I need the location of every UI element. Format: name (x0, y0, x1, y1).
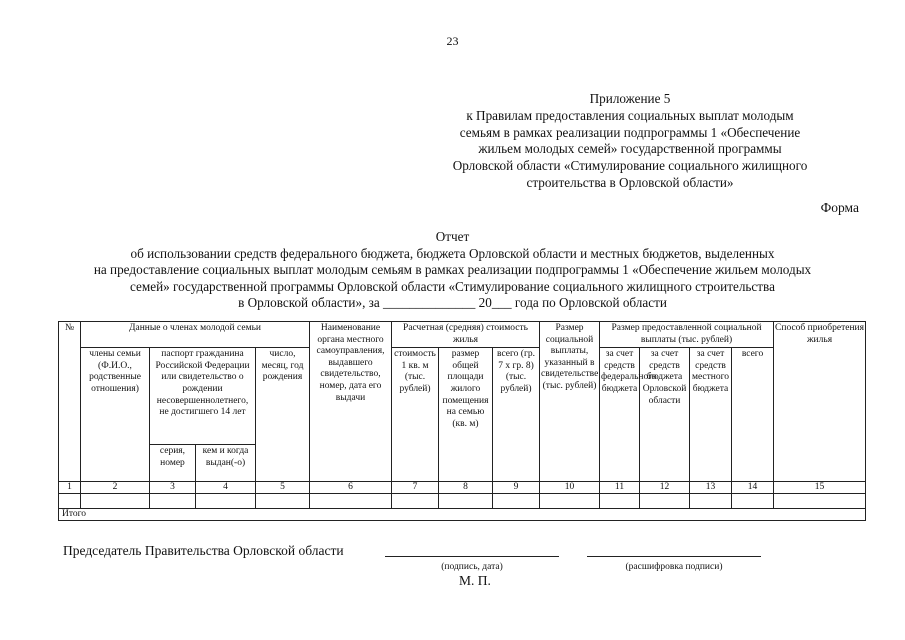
col-num-header: № (59, 322, 81, 482)
empty-cell (81, 494, 150, 509)
empty-cell (59, 494, 81, 509)
report-title-line: Отчет (435, 229, 470, 244)
col-birth-header: число, месяц, год рождения (256, 348, 310, 482)
col-series-header: серия, номер (150, 445, 196, 482)
column-number: 8 (439, 482, 493, 494)
empty-cell (310, 494, 392, 509)
col-members-header: Данные о членах молодой семьи (81, 322, 310, 348)
column-number: 13 (690, 482, 732, 494)
report-title (40, 229, 865, 312)
report-title-line: об использовании средств федерального бюджета, бюджета Орловской области и местных бюджетов, выделенных (130, 245, 775, 261)
column-number: 11 (600, 482, 640, 494)
col-cost-total-header: всего (гр. 7 х гр. 8) (тыс. рублей) (493, 348, 540, 482)
col-federal-header: за счет средств федерального бюджета (600, 348, 640, 482)
column-number: 14 (732, 482, 774, 494)
header-row-2 (59, 348, 866, 445)
col-regional-header: за счет средств бюджета Орловской области (640, 348, 690, 482)
column-number: 1 (59, 482, 81, 494)
column-number: 2 (81, 482, 150, 494)
col-local-header: за счет средств местного бюджета (690, 348, 732, 482)
col-area-header: размер общей площади жилого помещения на семью (кв. м) (439, 348, 493, 482)
form-label: Форма (820, 200, 859, 215)
appendix-header (420, 91, 840, 192)
report-table (58, 321, 866, 521)
col-provided-header: Размер предоставленной социальной выплаты (тыс. рублей) (600, 322, 774, 348)
appendix-line: к Правилам предоставления социальных выплат молодым (466, 107, 794, 123)
signature-decode-line (587, 556, 761, 557)
empty-cell (196, 494, 256, 509)
empty-cell (690, 494, 732, 509)
empty-cell (256, 494, 310, 509)
empty-cell (150, 494, 196, 509)
stamp-place: М. П. (459, 573, 491, 588)
header-row-1 (59, 322, 866, 348)
page-number: 23 (446, 34, 459, 48)
report-title-line: в Орловской области», за ______________ 20___ года по Орловской области (238, 295, 667, 310)
total-label: Итого (59, 509, 866, 521)
empty-cell (540, 494, 600, 509)
report-title-line: на предоставление социальных выплат молодым семьям в рамках реализации подпрограммы 1 «Обеспечение жильем молодых (93, 262, 812, 277)
signature-line (385, 556, 559, 557)
empty-data-row (59, 494, 866, 509)
column-number: 3 (150, 482, 196, 494)
empty-cell (774, 494, 866, 509)
col-passport-header: паспорт гражданина Российской Федерации или свидетельство о рождении несовершеннолетнего, не достигшего 14 лет (150, 348, 256, 445)
column-number: 6 (310, 482, 392, 494)
empty-cell (640, 494, 690, 509)
empty-cell (392, 494, 439, 509)
appendix-line: жильем молодых семей» государственной программы (478, 141, 782, 157)
signature-caption: (подпись, дата) (441, 562, 503, 572)
column-number: 9 (493, 482, 540, 494)
col-method-header: Способ приобретения жилья (774, 322, 866, 482)
empty-cell (493, 494, 540, 509)
col-total-header: всего (732, 348, 774, 482)
column-number: 10 (540, 482, 600, 494)
column-numbers-row (59, 482, 866, 494)
col-issued-header: кем и когда выдан(-о) (196, 445, 256, 482)
col-organ-header: Наименование органа местного самоуправления, выдавшего свидетельство, номер, дата его выдачи (310, 322, 392, 482)
chairman-label: Председатель Правительства Орловской области (63, 543, 344, 558)
empty-cell (439, 494, 493, 509)
column-number: 5 (256, 482, 310, 494)
total-row (59, 509, 866, 521)
col-cost-sqm-header: стоимость 1 кв. м (тыс. рублей) (392, 348, 439, 482)
appendix-line: строительства в Орловской области» (526, 174, 734, 190)
col-member-names-header: члены семьи (Ф.И.О., родственные отношения) (81, 348, 150, 482)
column-number: 12 (640, 482, 690, 494)
col-cost-header: Расчетная (средняя) стоимость жилья (392, 322, 540, 348)
column-number: 15 (774, 482, 866, 494)
appendix-line: Приложение 5 (589, 91, 671, 106)
report-title-line: семей» государственной программы Орловской области «Стимулирование социального жилищного строительства (130, 278, 775, 294)
appendix-line: семьям в рамках реализации подпрограммы 1 «Обеспечение (459, 124, 801, 140)
col-payment-size-header: Размер социальной выплаты, указанный в свидетельстве (тыс. рублей) (540, 322, 600, 482)
signature-decode-caption: (расшифровка подписи) (625, 562, 723, 572)
empty-cell (600, 494, 640, 509)
empty-cell (732, 494, 774, 509)
column-number: 7 (392, 482, 439, 494)
column-number: 4 (196, 482, 256, 494)
appendix-line: Орловской области «Стимулирование социального жилищного (452, 158, 808, 174)
